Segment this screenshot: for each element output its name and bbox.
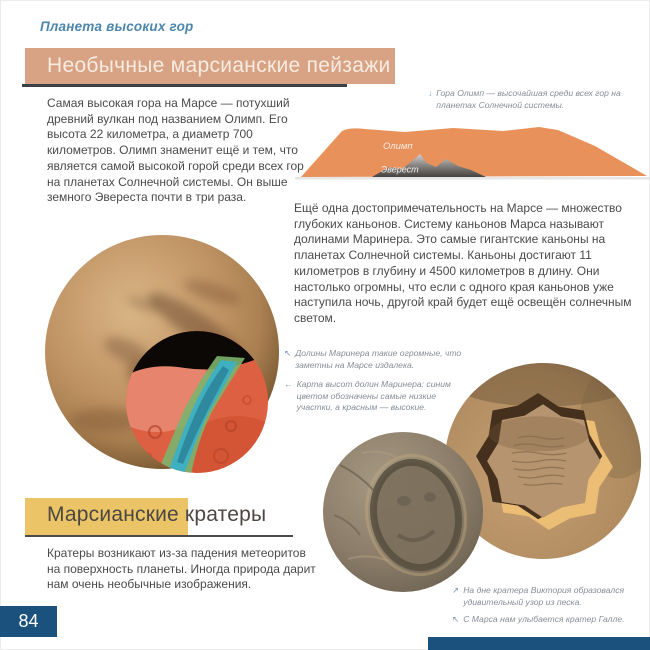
victoria-caption (452, 585, 650, 608)
valles-map-caption-text: Карта высот долин Маринера: синим цветом обозначены самые низкие участки, а красным — высокие. (296, 379, 451, 412)
section-title-banner (25, 48, 395, 84)
galle-crater-photo (322, 431, 484, 593)
galle-caption (452, 614, 650, 626)
olympus-label: Олимп (383, 141, 413, 152)
intro-paragraph: Самая высокая гора на Марсе — потухший древний вулкан под названием Олимп. Его высота 22 километра, а диаметр 700 километров. Олимп знаменит ещё и тем, что является самой высокой горой среди всех гор на планетах Солнечной системы. Он выше земного Эвереста почти в три раза. (47, 96, 304, 205)
valles-elevation-map-photo (125, 330, 269, 474)
galle-caption-text: С Марса нам улыбается кратер Галле. (463, 614, 625, 624)
valles-map-caption (284, 379, 472, 414)
valles-size-caption (284, 348, 462, 371)
craters-paragraph: Кратеры возникают из-за падения метеоритов на поверхность планеты. Иногда природа дарит нам очень необычные изображения. (47, 546, 316, 592)
olympus-caption-text: Гора Олимп — высочайшая среди всех гор на планетах Солнечной системы. (436, 88, 621, 110)
craters-title: Марсианские кратеры (47, 503, 267, 526)
everest-label: Эверест (381, 164, 419, 175)
down-arrow-icon: ↓ (428, 88, 433, 98)
olympus-silhouette (301, 127, 647, 177)
up-left-arrow-icon: ↖ (284, 348, 292, 358)
up-left-arrow-icon-2: ↖ (452, 614, 460, 624)
footer-bar (428, 637, 650, 650)
running-head: Планета высоких гор (40, 19, 194, 34)
canyons-paragraph: Ещё одна достопримечательность на Марсе — множество глубоких каньонов. Систему каньонов Марса называют долинами Маринера. Это самые гигантские каньоны на планетах Солнечной системы. Каньоны достигают 11 километров в глубину и 4500 километров в длину. Они настолько огромны, что если с одного края каньонов уже наступила ночь, другой край будет ещё освещён солнечным светом. (294, 201, 632, 325)
valles-size-caption-text: Долины Маринера такие огромные, что заметны на Марсе издалека. (295, 348, 462, 370)
ground-line (295, 177, 650, 180)
mountain-comparison-diagram (295, 119, 650, 183)
up-right-arrow-icon: ↗ (452, 585, 460, 595)
section-title: Необычные марсианские пейзажи (47, 54, 391, 77)
banner-shadow-bar (22, 84, 347, 87)
left-arrow-icon: ← (284, 379, 293, 389)
page-number: 84 (0, 606, 57, 637)
victoria-caption-text: На дне кратера Виктория образовался удивительный узор из песка. (463, 585, 625, 607)
olympus-caption (428, 88, 633, 111)
craters-divider (25, 535, 293, 537)
